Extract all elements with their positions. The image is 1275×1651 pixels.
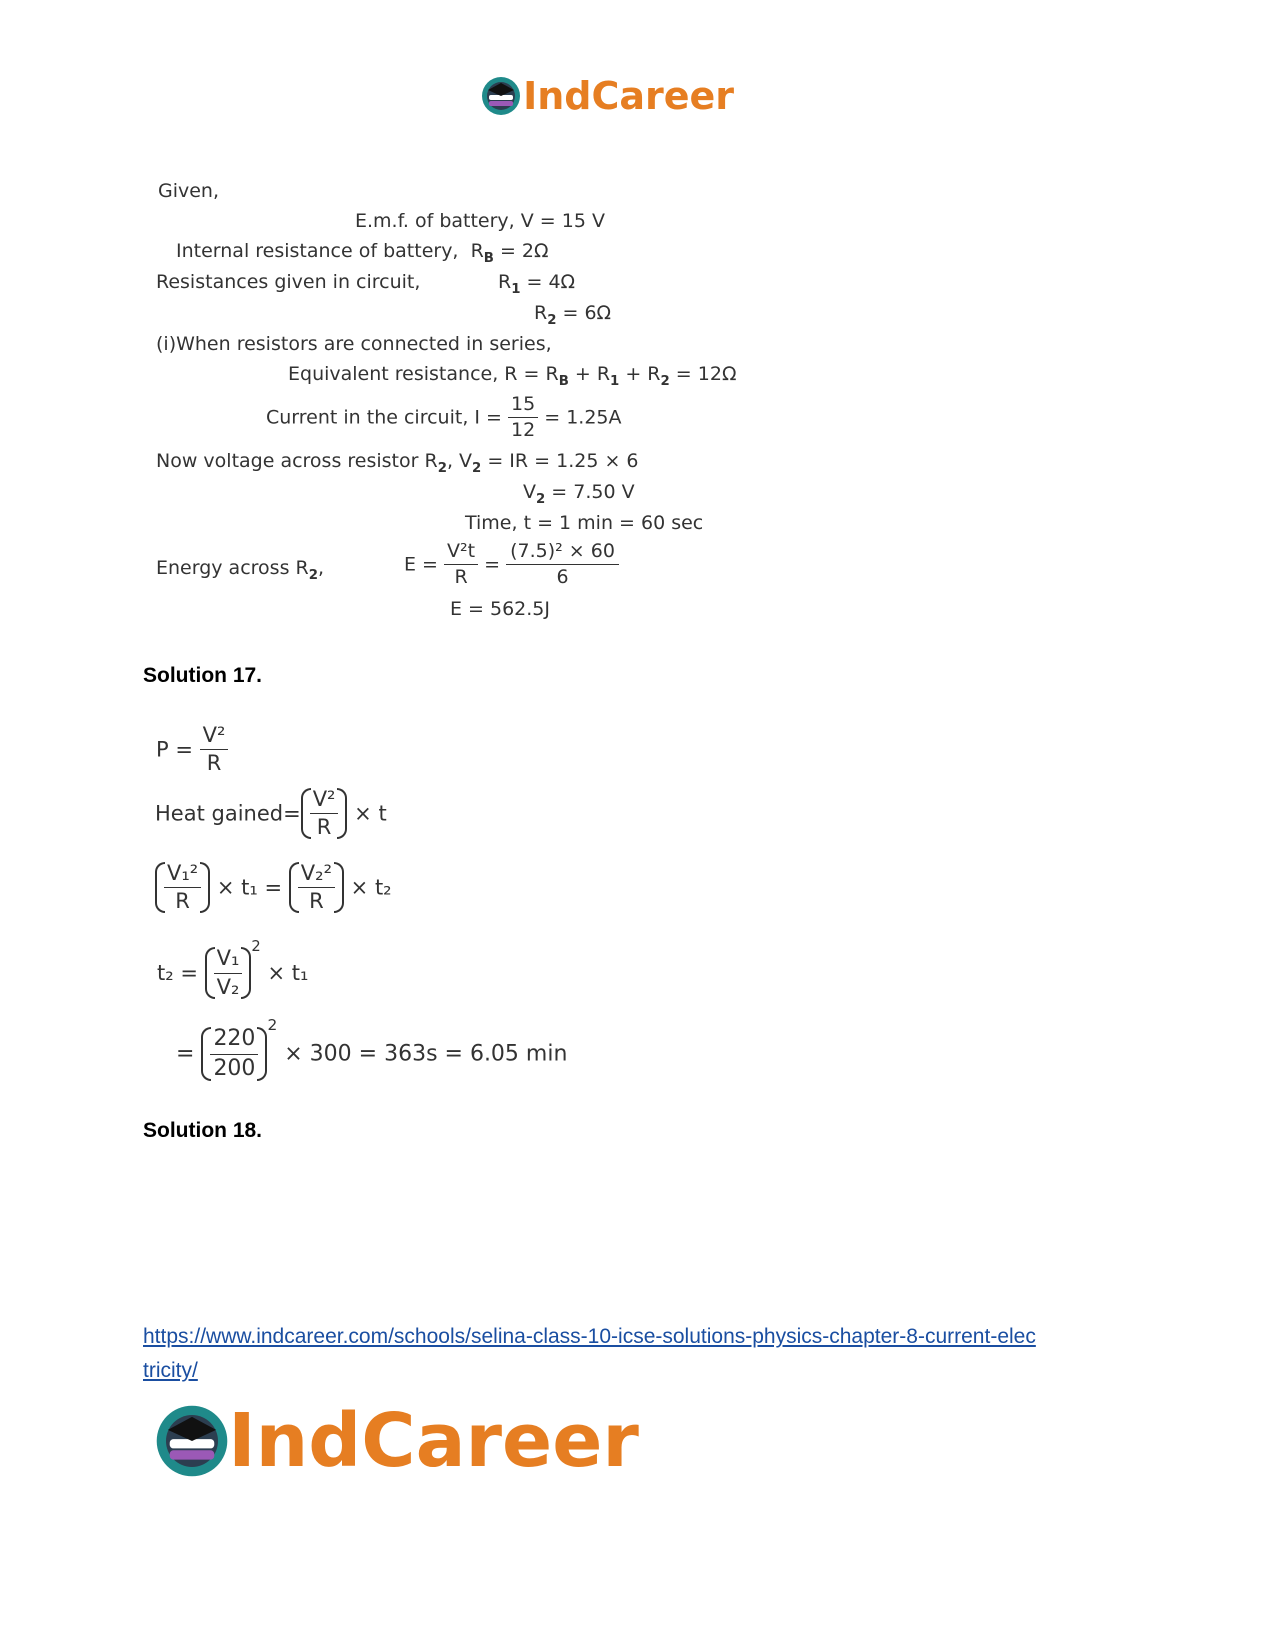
logo-book-icon bbox=[480, 75, 522, 117]
header-logo bbox=[480, 74, 734, 124]
equivalent-resistance: Equivalent resistance, $R = R_B + R_1 + R_2 = 12\Omega$ bbox=[288, 363, 737, 389]
solution-17-heading: Solution 17. bbox=[143, 664, 263, 687]
given-label: Given, bbox=[158, 180, 220, 202]
given-r1: $R_1 = 4\Omega$ bbox=[498, 271, 576, 297]
final-time-equation: = $\frac{220}{200}$ $^2$ × 300 = 363s = 6.05 min bbox=[176, 1016, 568, 1081]
given-r2: $R_2 = 6\Omega$ bbox=[534, 302, 612, 328]
energy-equation: E = $\frac{\text{V²t}}{R}$ = $\frac{\text{(7.5)² × 60}}{6}$ bbox=[404, 541, 619, 588]
voltage-equation: Now voltage across resistor $R_2$, $V_2$ = IR = 1.25 × 6 bbox=[156, 450, 639, 476]
heat-equality-equation: $\frac{\text{V₁²}}{R}$ × t₁ = $\frac{\text{V₂²}}{R}$ × t₂ bbox=[155, 862, 392, 913]
current-equation: Current in the circuit, I = $\frac{15}{12}$ = 1.25A bbox=[266, 393, 622, 441]
header-logo-text: IndCareer bbox=[523, 74, 735, 118]
footer-logo-text: IndCareer bbox=[228, 1398, 639, 1484]
v2-result: $V_2 = 7.50$ V bbox=[523, 481, 635, 507]
time-value: Time, t = 1 min = 60 sec bbox=[465, 512, 704, 534]
heat-equation: Heat gained= $\frac{\text{V²}}{R}$ × t bbox=[155, 787, 387, 840]
energy-label: Energy across $R_2$, bbox=[156, 557, 325, 583]
given-internal-resistance: Internal resistance of battery, $R_B = 2\Omega$ bbox=[176, 240, 549, 266]
t2-equation: t₂ = $\frac{\text{V₁}}{\text{V₂}}$ $^2$ × t₁ bbox=[157, 938, 309, 999]
given-resistances-label: Resistances given in circuit, bbox=[156, 271, 421, 293]
energy-result: E = 562.5J bbox=[450, 598, 551, 620]
solution-18-heading: Solution 18. bbox=[143, 1119, 263, 1142]
given-emf: E.m.f. of battery, V = 15 V bbox=[355, 210, 605, 232]
footer-logo bbox=[153, 1398, 639, 1484]
power-equation: P = $\frac{\text{V²}}{R}$ bbox=[156, 724, 228, 775]
source-link[interactable]: https://www.indcareer.com/schools/selina-class-10-icse-solutions-physics-chapter-8-current-elec tricity/ bbox=[143, 1325, 1036, 1382]
series-label: (i)When resistors are connected in series, bbox=[156, 333, 552, 355]
logo-book-icon bbox=[153, 1402, 231, 1480]
